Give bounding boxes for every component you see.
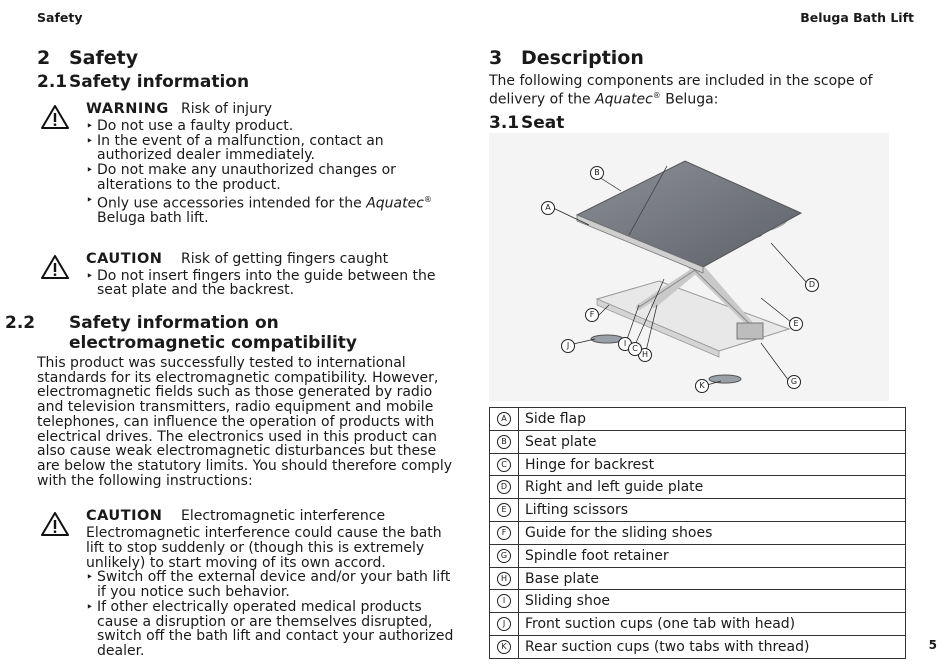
part-key: G xyxy=(497,549,511,563)
list-item: ‣ If other electrically operated medical products cause a disruption or are themselves disrupted, switch off the bath lift and contact your authorized dealer. xyxy=(86,600,462,659)
caution-text: Electromagnetic interference xyxy=(181,508,386,525)
table-row xyxy=(490,636,906,659)
section-3-1-heading: 3.1 Seat xyxy=(489,113,565,134)
part-key: C xyxy=(497,458,511,472)
part-key-cell xyxy=(490,430,519,453)
callout-k: K xyxy=(695,379,709,393)
callout-d: D xyxy=(805,278,819,292)
section-2-2-heading: 2.2 Safety information on electromagnetic compatibility xyxy=(5,312,358,353)
list-item: ‣ Only use accessories intended for the Aquatec® Beluga bath lift. xyxy=(86,193,462,226)
part-key: E xyxy=(497,503,511,517)
part-key: H xyxy=(497,572,511,586)
part-key-cell xyxy=(490,499,519,522)
part-key-cell xyxy=(490,613,519,636)
part-key-cell xyxy=(490,544,519,567)
part-label: Right and left guide plate xyxy=(519,476,906,499)
callout-h: H xyxy=(638,348,652,362)
emc-paragraph: This product was successfully tested to international standards for its electromagnetic compatibility. However, electromagnetic fields such as those generated by radio and television transmitters, radio equipment and mobile telephones, can influence the operation of products with electrical drives. The electronics used in this product can also cause weak electromagnetic disturbances but these are below the statutory limits. You should therefore comply with the following instructions: xyxy=(37,354,453,489)
table-row xyxy=(490,590,906,613)
running-header-left: Safety xyxy=(37,10,83,25)
table-row xyxy=(490,567,906,590)
caution-signal-word: CAUTION xyxy=(86,508,163,525)
warning-bullets xyxy=(86,119,462,226)
part-key-cell xyxy=(490,453,519,476)
part-label: Front suction cups (one tab with head) xyxy=(519,613,906,636)
callout-f: F xyxy=(585,308,599,322)
part-key-cell xyxy=(490,522,519,545)
caution-bullets xyxy=(86,570,462,658)
part-key: J xyxy=(497,617,511,631)
caution-bullets xyxy=(86,269,462,298)
table-row xyxy=(490,613,906,636)
part-key-cell xyxy=(490,476,519,499)
part-label: Base plate xyxy=(519,567,906,590)
part-label: Side flap xyxy=(519,408,906,431)
caution-text: Risk of getting fingers caught xyxy=(181,250,389,267)
part-key: I xyxy=(497,594,511,608)
callout-a: A xyxy=(541,201,555,215)
right-column xyxy=(489,46,907,659)
table-row xyxy=(490,408,906,431)
bath-lift-illustration xyxy=(489,133,889,401)
bath-lift-seat-figure xyxy=(489,133,889,401)
part-key-cell xyxy=(490,408,519,431)
callout-b: B xyxy=(590,166,604,180)
table-row xyxy=(490,430,906,453)
list-item: ‣ Do not use a faulty product. xyxy=(86,119,462,134)
warning-signal-word: WARNING xyxy=(86,101,169,117)
section-3-heading: 3 Description xyxy=(489,47,644,69)
caution-notice-emc xyxy=(37,505,462,658)
part-key: F xyxy=(497,526,511,540)
part-key-cell xyxy=(490,567,519,590)
part-label: Sliding shoe xyxy=(519,590,906,613)
description-intro: The following components are included in the scope of delivery of the Aquatec® Beluga: xyxy=(489,73,873,108)
list-item: ‣ Do not make any unauthorized changes or alterations to the product. xyxy=(86,163,462,192)
running-header-right: Beluga Bath Lift xyxy=(800,10,914,25)
part-key-cell xyxy=(490,590,519,613)
table-row xyxy=(490,453,906,476)
part-label: Lifting scissors xyxy=(519,499,906,522)
list-item: ‣ Do not insert fingers into the guide between the seat plate and the backrest. xyxy=(86,269,462,298)
warning-triangle-icon xyxy=(41,104,69,130)
warning-text: Risk of injury xyxy=(181,101,272,117)
page-number: 5 xyxy=(928,638,937,652)
part-key: K xyxy=(497,640,511,654)
table-row xyxy=(490,476,906,499)
part-label: Hinge for backrest xyxy=(519,453,906,476)
part-label: Seat plate xyxy=(519,430,906,453)
parts-table xyxy=(489,407,906,659)
warning-notice xyxy=(37,98,462,226)
caution-signal-word: CAUTION xyxy=(86,250,163,267)
callout-g: G xyxy=(787,375,801,389)
callout-j: J xyxy=(561,339,575,353)
table-row xyxy=(490,499,906,522)
caution-notice-fingers xyxy=(37,248,462,298)
table-row xyxy=(490,522,906,545)
part-key: D xyxy=(497,480,511,494)
list-item: ‣ In the event of a malfunction, contact an authorized dealer immediately. xyxy=(86,134,462,163)
list-item: ‣ Switch off the external device and/or your bath lift if you notice such behavior. xyxy=(86,570,462,599)
callout-c: C xyxy=(628,342,642,356)
part-key: B xyxy=(497,435,511,449)
part-label: Spindle foot retainer xyxy=(519,544,906,567)
callout-e: E xyxy=(789,317,803,331)
part-label: Rear suction cups (two tabs with thread) xyxy=(519,636,906,659)
callout-i: I xyxy=(618,337,632,351)
caution-paragraph: Electromagnetic interference could cause the bath lift to stop suddenly or (though this is extremely unlikely) to start moving of its own accord. xyxy=(86,525,442,571)
table-row xyxy=(490,544,906,567)
part-key-cell xyxy=(490,636,519,659)
caution-triangle-icon xyxy=(41,511,69,537)
part-key: A xyxy=(497,412,511,426)
section-2-heading: 2 Safety xyxy=(37,47,139,69)
caution-triangle-icon xyxy=(41,254,69,280)
left-column xyxy=(5,46,462,659)
section-2-1-heading: 2.1 Safety information xyxy=(37,72,250,92)
part-label: Guide for the sliding shoes xyxy=(519,522,906,545)
